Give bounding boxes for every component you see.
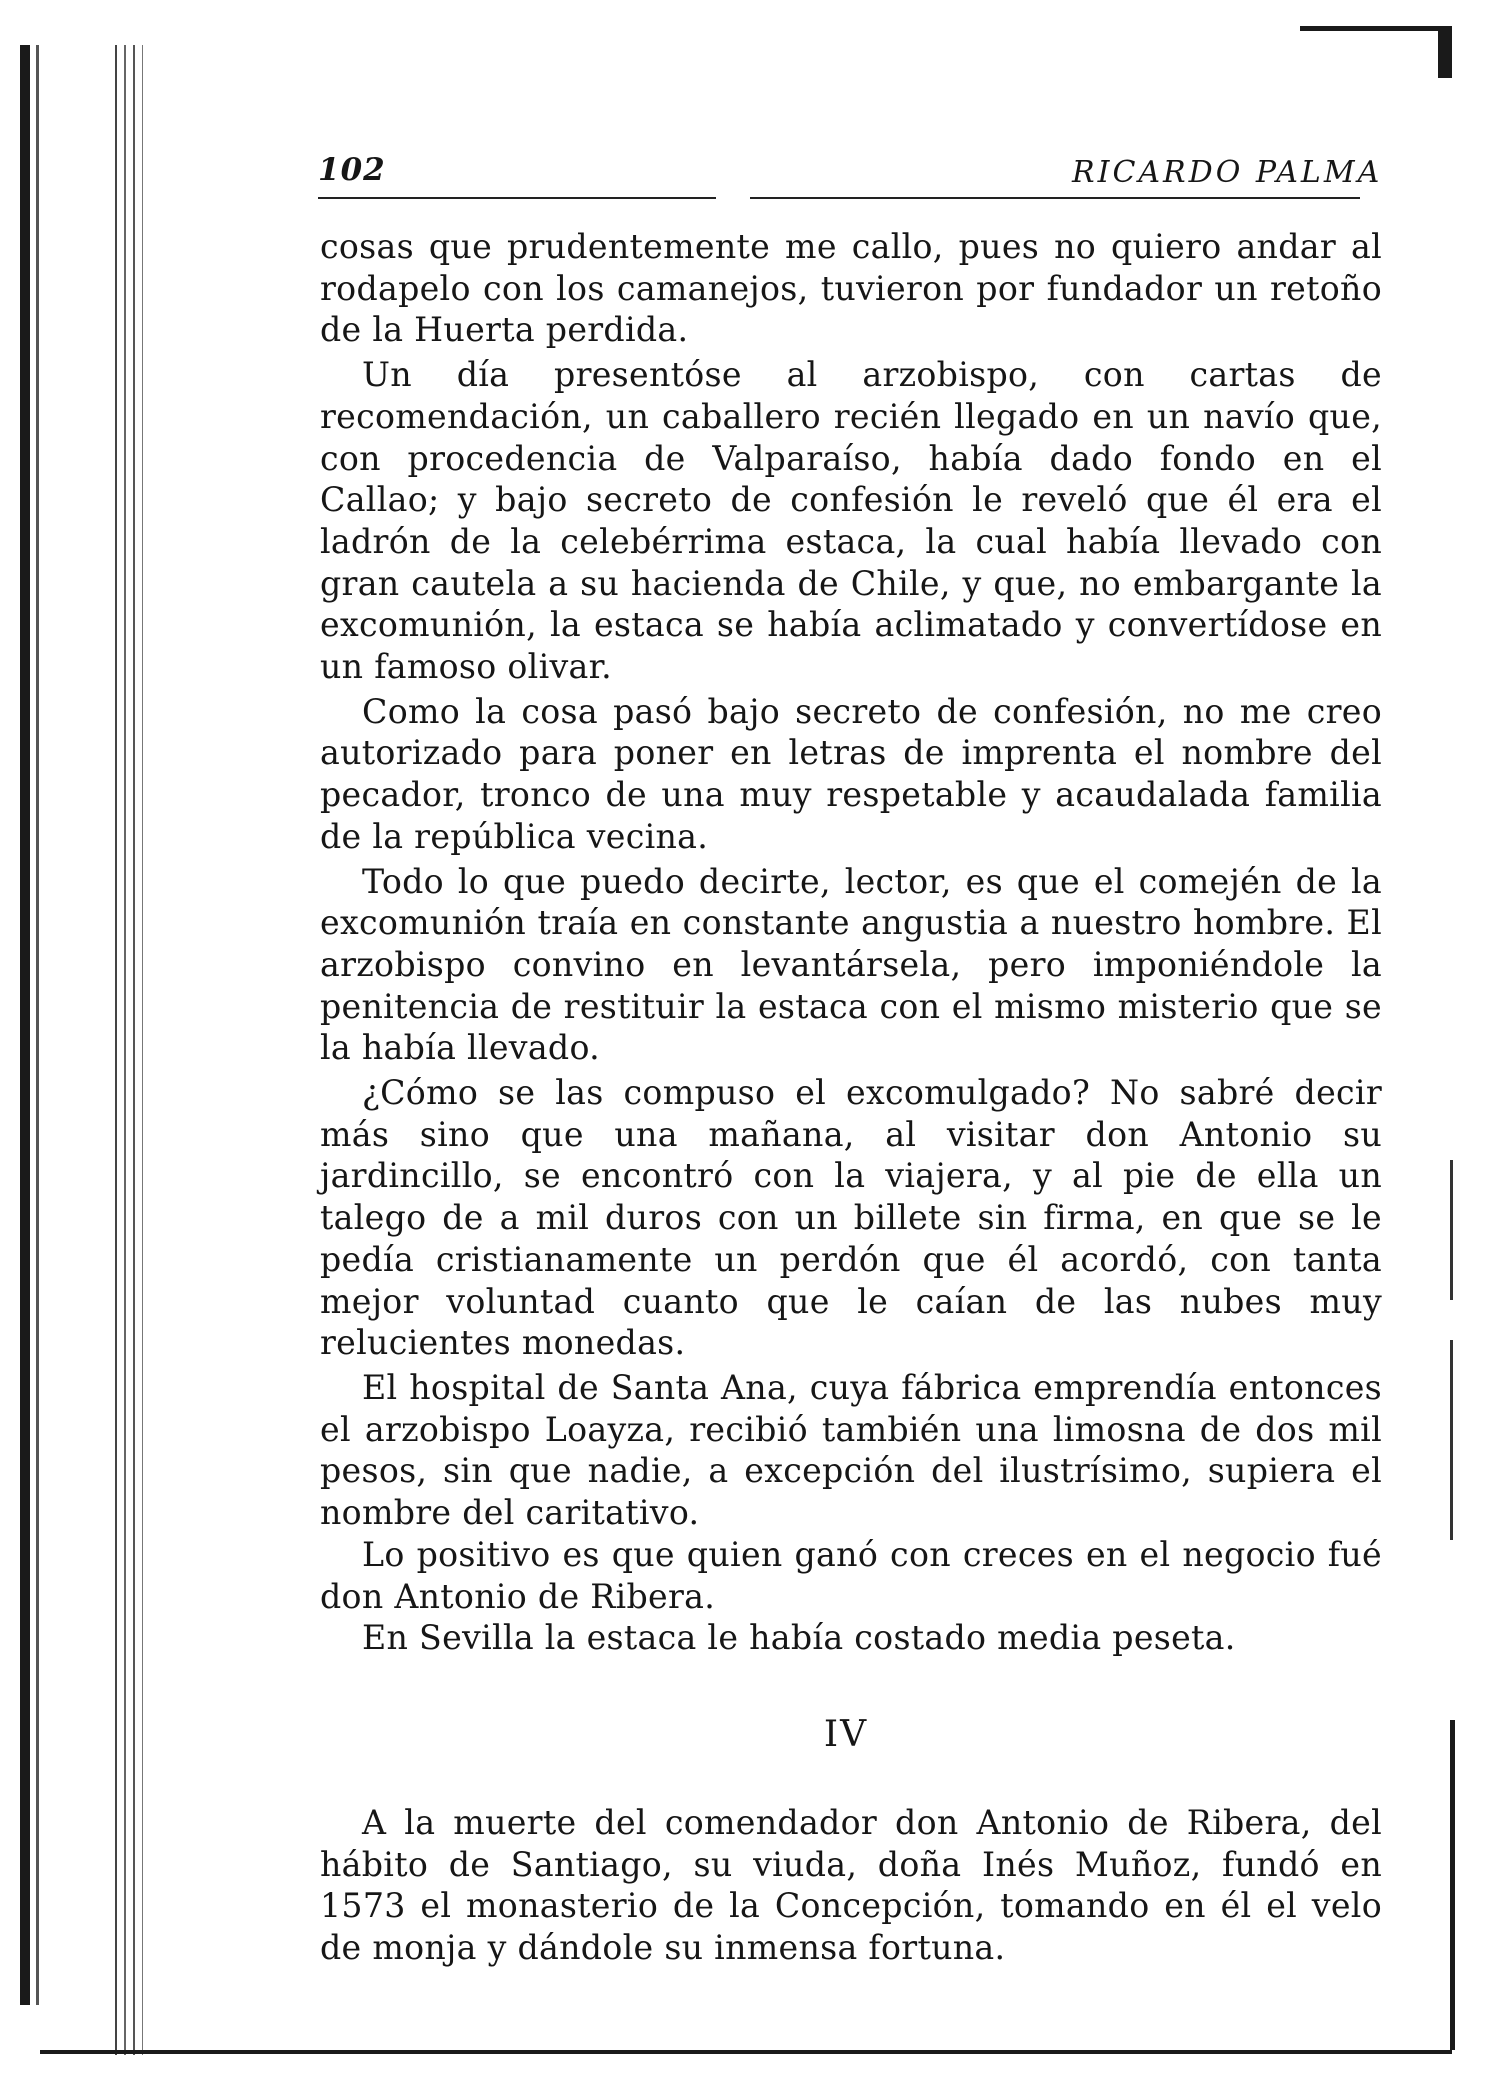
paragraph-2: Un día presentóse al arzobispo, con cartas de recomendación, un caballero recién llegado en un navío que, con procedencia de Valparaíso, había dado fondo en el Callao; y bajo secreto de confesión le reveló que él era el ladrón de la celebérrima estaca, la cual había llevado con gran cautela a su hacienda de Chile, y que, no embargante la excomunión, la estaca se había aclimatado y convertídose en un famoso olivar. [320,355,1382,687]
corner-fold-top [1300,26,1452,31]
section-heading: IV [823,1714,869,1755]
paragraph-6: El hospital de Santa Ana, cuya fábrica emprendía entonces el arzobispo Loayza, recibió también una limosna de dos mil pesos, sin que nadie, a excepción del ilustrísimo, supiera el nombre del caritativo. [320,1367,1382,1533]
section-paragraph-1: A la muerte del comendador don Antonio de Ribera, del hábito de Santiago, su viuda, doña Inés Muñoz, fundó en 1573 el monasterio de la Concepción, tomando en él el velo de monja y dándole su inmensa fortuna. [320,1803,1382,1968]
main-text [320,226,1382,1659]
right-margin-mark-1 [1450,1160,1453,1300]
paragraph-8: En Sevilla la estaca le había costado media peseta. [362,1618,1236,1658]
header-rule-left [318,197,716,199]
running-head: RICARDO PALMA [1072,155,1383,190]
binding-edge-line [36,45,39,2005]
page-number: 102 [318,152,386,188]
corner-fold-right [1438,26,1452,78]
paragraph-1: cosas que prudentemente me callo, pues no quiero andar al rodapelo con los camanejos, tuvieron por fundador un retoño de la Huerta perdida. [320,227,1382,350]
header-rule-right [750,197,1360,199]
right-margin-mark-3 [1450,1720,1455,2050]
bottom-edge-line [40,2050,1452,2054]
section-text [320,1802,1382,1969]
paragraph-3: Como la cosa pasó bajo secreto de confesión, no me creo autorizado para poner en letras de imprenta el nombre del pecador, tronco de una muy respetable y acaudalada familia de la república vecina. [320,691,1382,856]
binding-edge-shadow [20,45,30,2005]
paragraph-7: Lo positivo es que quien ganó con creces en el negocio fué don Antonio de Ribera. [320,1534,1382,1616]
right-margin-mark-2 [1450,1340,1453,1540]
paragraph-4: Todo lo que puedo decirte, lector, es que el comején de la excomunión traía en constante angustia a nuestro hombre. El arzobispo convino en levantársela, pero imponiéndole la penitencia de restituir la estaca con el mismo misterio que se la había llevado. [320,861,1382,1068]
paragraph-5: ¿Cómo se las compuso el excomulgado? No sabré decir más sino que una mañana, al visitar don Antonio su jardincillo, se encontró con la viajera, y al pie de ella un talego de a mil duros con un billete sin firma, en que se le pedía cristianamente un perdón que él acordó, con tanta mejor voluntad cuanto que le caían de las nubes muy relucientes monedas. [320,1073,1382,1363]
